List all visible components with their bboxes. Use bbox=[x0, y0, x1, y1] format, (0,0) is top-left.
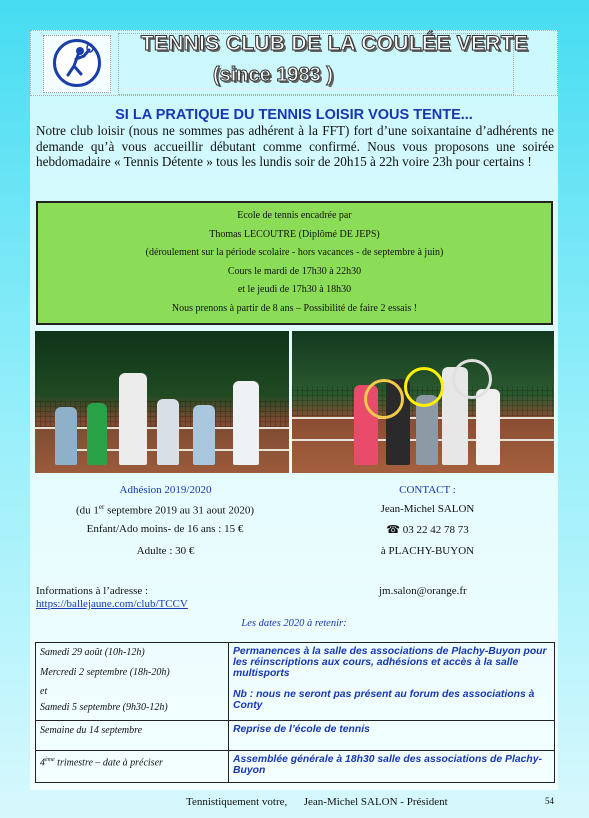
date-cell bbox=[36, 721, 229, 751]
tennis-player-logo-icon bbox=[53, 39, 101, 87]
period-sup: er bbox=[98, 503, 105, 511]
event-cell bbox=[229, 721, 555, 751]
event-text: Assemblée générale à 18h30 salle des associations de Plachy-Buyon bbox=[233, 754, 542, 776]
date-line: Samedi 29 août (10h-12h) bbox=[40, 647, 145, 658]
price-adult: Adulte : 30 € bbox=[136, 545, 195, 557]
info-label: Informations à l’adresse : bbox=[36, 585, 149, 597]
date-cell bbox=[36, 643, 229, 721]
date-line bbox=[40, 753, 224, 770]
date-line: Samedi 5 septembre (9h30-12h) bbox=[40, 702, 168, 713]
info-url-link[interactable]: https://ballejaune.com/club/TCCV bbox=[36, 598, 188, 610]
headline: SI LA PRATIQUE DU TENNIS LOISIR VOUS TENTE... bbox=[115, 107, 473, 123]
quarter-number: 4 bbox=[40, 757, 45, 769]
table-row bbox=[36, 643, 555, 721]
date-cell bbox=[36, 751, 229, 783]
period-suffix: septembre 2019 au 31 aout 2020) bbox=[104, 504, 255, 517]
school-line: et le jeudi de 17h30 à 18h30 bbox=[237, 284, 352, 295]
period-prefix: (du 1 bbox=[75, 504, 99, 517]
event-cell bbox=[229, 751, 555, 783]
school-line: Thomas LECOUTRE (Diplômé DE JEPS) bbox=[209, 228, 380, 240]
price-child: Enfant/Ado moins- de 16 ans : 15 € bbox=[86, 523, 244, 535]
table-row bbox=[36, 721, 555, 751]
club-since: (since 1983 ) bbox=[212, 64, 334, 86]
intro-paragraph: Notre club loisir (nous ne sommes pas adhérent à la FFT) fort d’une soixantaine d’adhérents ne demande qu’à vous accueillir débutant comme confirmé. Nous vous proposons une soirée hebdomadaire « Tennis Détente » tous les lundis soir de 20h15 à 22h voire 23h pour certains ! bbox=[36, 123, 554, 169]
table-row bbox=[36, 751, 555, 783]
school-line: Nous prenons à partir de 8 ans – Possibilité de faire 2 essais ! bbox=[171, 302, 418, 314]
membership-period bbox=[50, 503, 280, 517]
dates-title: Les dates 2020 à retenir: bbox=[241, 618, 347, 629]
event-text: Reprise de l’école de tennis bbox=[233, 724, 370, 735]
event-note: Nb : nous ne seront pas présent au forum des associations à Conty bbox=[233, 689, 535, 711]
tennis-school-box bbox=[36, 201, 553, 325]
school-line: Cours le mardi de 17h30 à 22h30 bbox=[227, 265, 362, 277]
phone-number: 03 22 42 78 73 bbox=[399, 524, 469, 536]
event-cell bbox=[229, 643, 555, 721]
page-number: 54 bbox=[545, 796, 554, 806]
photo-group-right bbox=[292, 331, 554, 473]
photo-group-left bbox=[35, 331, 289, 473]
date-line: Mercredi 2 septembre (18h-20h) bbox=[40, 667, 170, 678]
event-text: Permanences à la salle des associations de Plachy-Buyon pour les réinscriptions aux cours, adhésions et accès à la salle multisports bbox=[233, 646, 547, 679]
footer-signature: Tennistiquement votre, Jean-Michel SALON - Président bbox=[186, 796, 448, 808]
dates-table bbox=[35, 642, 555, 783]
quarter-text: trimestre – date à préciser bbox=[54, 757, 163, 769]
phone-icon: ☎ bbox=[386, 524, 400, 536]
club-title: TENNIS CLUB DE LA COULÉE VERTE bbox=[140, 32, 529, 55]
quarter-sup: ème bbox=[45, 757, 55, 763]
date-line: et bbox=[40, 686, 48, 697]
membership-title: Adhésion 2019/2020 bbox=[119, 484, 212, 496]
contact-title: CONTACT : bbox=[399, 484, 456, 496]
contact-name: Jean-Michel SALON bbox=[380, 503, 475, 515]
contact-email-link[interactable]: jm.salon@orange.fr bbox=[379, 585, 467, 597]
contact-city: à PLACHY-BUYON bbox=[380, 545, 475, 557]
contact-phone bbox=[340, 523, 515, 536]
date-line: Semaine du 14 septembre bbox=[40, 725, 143, 736]
school-line: Ecole de tennis encadrée par bbox=[237, 210, 352, 221]
logo-box bbox=[43, 35, 111, 93]
school-line: (déroulement sur la période scolaire - hors vacances - de septembre à juin) bbox=[145, 247, 444, 258]
